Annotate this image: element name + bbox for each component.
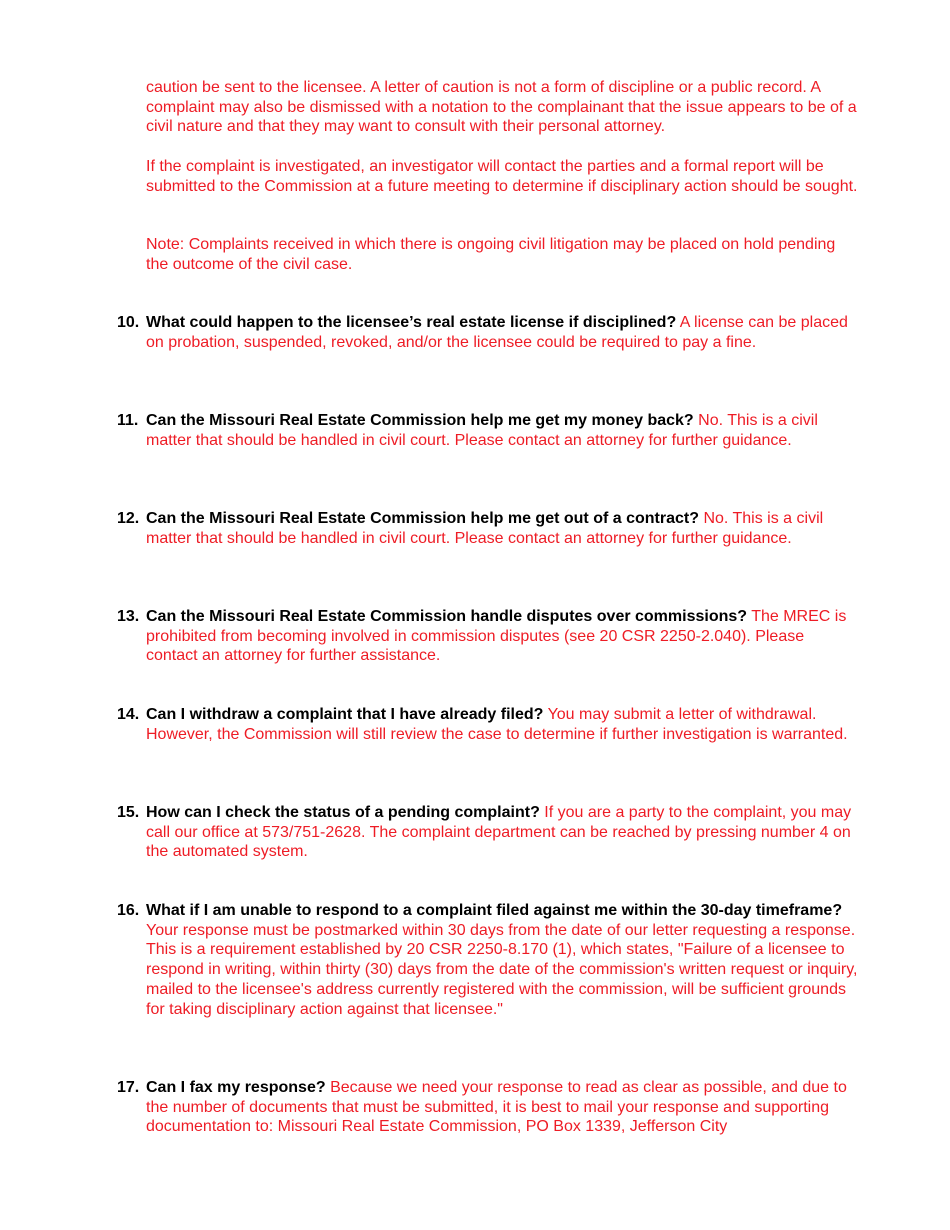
faq-answer: The MREC is prohibited from becoming involved in commission disputes (see 20 CSR 2250-2.040). Please contact an attorney for further assistance. [146,608,847,665]
faq-question: What could happen to the licensee’s real estate license if disciplined? [146,314,677,331]
faq-number: 16. [117,902,140,919]
faq-body [146,509,858,548]
faq-body [146,705,858,744]
faq-answer: Because we need your response to read as clear as possible, and due to the number of documents that must be submitted, it is best to mail your response and supporting documentation to: Missouri Real Estate Commission, PO Box 1339, Jefferson City [146,1079,847,1136]
faq-answer: If you are a party to the complaint, you may call our office at 573/751-2628. The complaint department can be reached by pressing number 4 on the automated system. [146,804,852,861]
faq-item-12 [117,509,858,548]
faq-answer: No. This is a civil matter that should be handled in civil court. Please contact an attorney for further guidance. [146,510,824,547]
faq-body [146,313,858,352]
faq-question: Can the Missouri Real Estate Commission help me get out of a contract? [146,510,699,527]
faq-item-10 [117,313,858,352]
faq-item-11 [117,411,858,450]
intro-paragraph-caution: caution be sent to the licensee. A letter of caution is not a form of discipline or a public record. A complaint may also be dismissed with a notation to the complainant that the issue appears to be of a civil nature and that they may want to consult with their personal attorney. [146,79,857,136]
faq-item-14 [117,705,858,744]
faq-number: 13. [117,608,140,625]
faq-body [146,803,858,862]
faq-body [146,411,858,450]
faq-item-16 [117,901,858,1019]
faq-number: 10. [117,314,140,331]
faq-question: How can I check the status of a pending complaint? [146,804,540,821]
faq-number: 11. [117,412,139,429]
faq-item-17 [117,1078,858,1137]
faq-question: Can I withdraw a complaint that I have already filed? [146,706,544,723]
faq-answer: No. This is a civil matter that should be handled in civil court. Please contact an attorney for further guidance. [146,412,818,449]
faq-body [146,607,858,666]
faq-question: Can I fax my response? [146,1079,326,1096]
faq-number: 12. [117,510,140,527]
faq-item-13 [117,607,858,666]
faq-number: 14. [117,706,140,723]
faq-item-15 [117,803,858,862]
intro-paragraph-investigation: If the complaint is investigated, an investigator will contact the parties and a formal report will be submitted to the Commission at a future meeting to determine if disciplinary action should be sought. [146,158,858,195]
faq-question: Can the Missouri Real Estate Commission help me get my money back? [146,412,694,429]
faq-body [146,1078,858,1137]
faq-question: What if I am unable to respond to a complaint filed against me within the 30-day timeframe? [146,902,843,919]
faq-question: Can the Missouri Real Estate Commission handle disputes over commissions? [146,608,748,625]
faq-number: 17. [117,1079,140,1096]
faq-answer: You may submit a letter of withdrawal. However, the Commission will still review the case to determine if further investigation is warranted. [146,706,848,743]
faq-number: 15. [117,804,140,821]
intro-paragraph-note: Note: Complaints received in which there is ongoing civil litigation may be placed on hold pending the outcome of the civil case. [146,236,836,273]
faq-body [146,901,858,1019]
faq-answer: A license can be placed on probation, suspended, revoked, and/or the licensee could be required to pay a fine. [146,314,848,351]
faq-answer: Your response must be postmarked within 30 days from the date of our letter requesting a response. This is a requirement established by 20 CSR 2250-8.170 (1), which states, "Failure of a licensee to respond in writing, within thirty (30) days from the date of the commission's written request or inquiry, mailed to the licensee's address currently registered with the commission, will be sufficient grounds for taking disciplinary action against that licensee." [146,921,858,1018]
